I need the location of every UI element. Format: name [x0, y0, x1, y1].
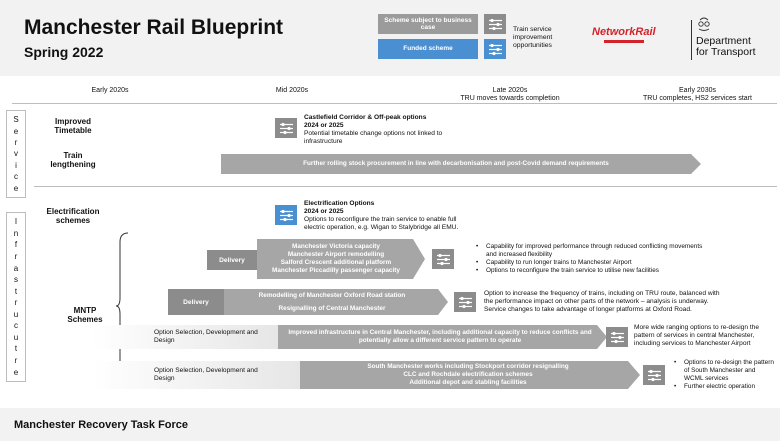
- dft-logo-text: Department for Transport: [696, 35, 756, 59]
- legend-icon-meaning: Train service improvement opportunities: [513, 26, 553, 50]
- legend-business-case: Scheme subject to business case: [378, 14, 478, 34]
- page-title: Manchester Rail Blueprint: [24, 16, 284, 39]
- rolling-stock-arrow: [221, 154, 701, 174]
- mntp-bracket: [116, 232, 130, 380]
- sliders-icon: [606, 327, 628, 347]
- row-label-electrification: Electrification schemes: [46, 207, 100, 226]
- phase-early-2030s: Early 2030s TRU completes, HS2 services start: [643, 87, 752, 103]
- option2-bullets: • Options to re-design the pattern of South Manchester and WCML services • Further electric operation: [674, 359, 774, 391]
- option1-label: Option Selection, Development and Design: [154, 329, 258, 345]
- network-rail-logo-mark: [604, 40, 644, 43]
- delivery2-description: Option to increase the frequency of trains, including on TRU route, balanced with the performance impact on other parts of the network – analysis is underway. Service changes to take advantage of longer platforms at Oxford Road.: [484, 290, 720, 314]
- sliders-icon: [432, 249, 454, 269]
- delivery1-text: Manchester Victoria capacity Manchester Airport remodelling Salford Crescent additional platform Manchester Piccadilly passenger capacity: [272, 243, 400, 274]
- row-label-train-lengthening: Train lengthening: [50, 151, 96, 170]
- dft-logo-bar: [691, 20, 692, 60]
- delivery2-line1: Remodelling of Manchester Oxford Road station: [258, 291, 406, 299]
- sliders-icon: [643, 365, 665, 385]
- row-label-mntp: MNTP Schemes: [67, 306, 103, 325]
- page-subtitle: Spring 2022: [24, 44, 104, 60]
- side-label-infrastructure: I n f r a s t r u c u t r e: [6, 212, 26, 382]
- delivery1-arrow: [257, 239, 425, 279]
- delivery-chip: Delivery: [207, 250, 257, 270]
- sliders-icon: [275, 118, 297, 138]
- legend-funded: Funded scheme: [378, 39, 478, 59]
- footer-title: Manchester Recovery Task Force: [14, 419, 189, 431]
- timeline-axis: [12, 103, 777, 104]
- electrification-options-description: Electrification Options 2024 or 2025 Options to reconfigure the train service to enable full electric operation, e.g. Wigan to Stalybridge all EMU.: [304, 200, 459, 232]
- option1-text: Improved infrastructure in Central Manchester, including additional capacity to reduce conflicts and potentially allow a different service pattern to operate: [288, 329, 592, 344]
- network-rail-logo: NetworkRail: [592, 26, 656, 38]
- sliders-icon: [275, 205, 297, 225]
- section-divider: [34, 186, 777, 187]
- row-label-improved-timetable: Improved Timetable: [54, 117, 92, 136]
- sliders-icon: [454, 292, 476, 312]
- delivery-chip: Delivery: [168, 289, 224, 315]
- phase-mid-2020s: Mid 2020s: [275, 87, 309, 94]
- option2-text: South Manchester works including Stockport corridor resignalling CLC and Rochdale electrification schemes Additional depot and stabling facilities: [367, 363, 569, 386]
- sliders-icon: [484, 14, 506, 34]
- side-label-service: S e r v i c e: [6, 110, 26, 198]
- delivery1-bullets: • Capability for improved performance through reduced conflicting movements and increased flexibility • Capability to run longer trains to Manchester Airport • Options to reconfigure the train service to utilise new facilities: [476, 243, 706, 275]
- phase-late-2020s: Late 2020s TRU moves towards completion: [460, 87, 560, 103]
- crest-icon: [697, 16, 711, 32]
- option2-label: Option Selection, Development and Design: [154, 367, 258, 383]
- castlefield-description: Castlefield Corridor & Off-peak options 2024 or 2025 Potential timetable change options not linked to infrastructure: [304, 114, 443, 146]
- phase-early-2020s: Early 2020s: [91, 87, 129, 94]
- rolling-stock-text: Further rolling stock procurement in line with decarbonisation and post-Covid demand requirements: [303, 160, 609, 167]
- delivery2-line2: Resignalling of Central Manchester: [278, 304, 386, 312]
- option1-description: More wide ranging options to re-design the pattern of services in central Manchester, including services to Manchester Airport: [634, 324, 759, 348]
- sliders-icon: [484, 39, 506, 59]
